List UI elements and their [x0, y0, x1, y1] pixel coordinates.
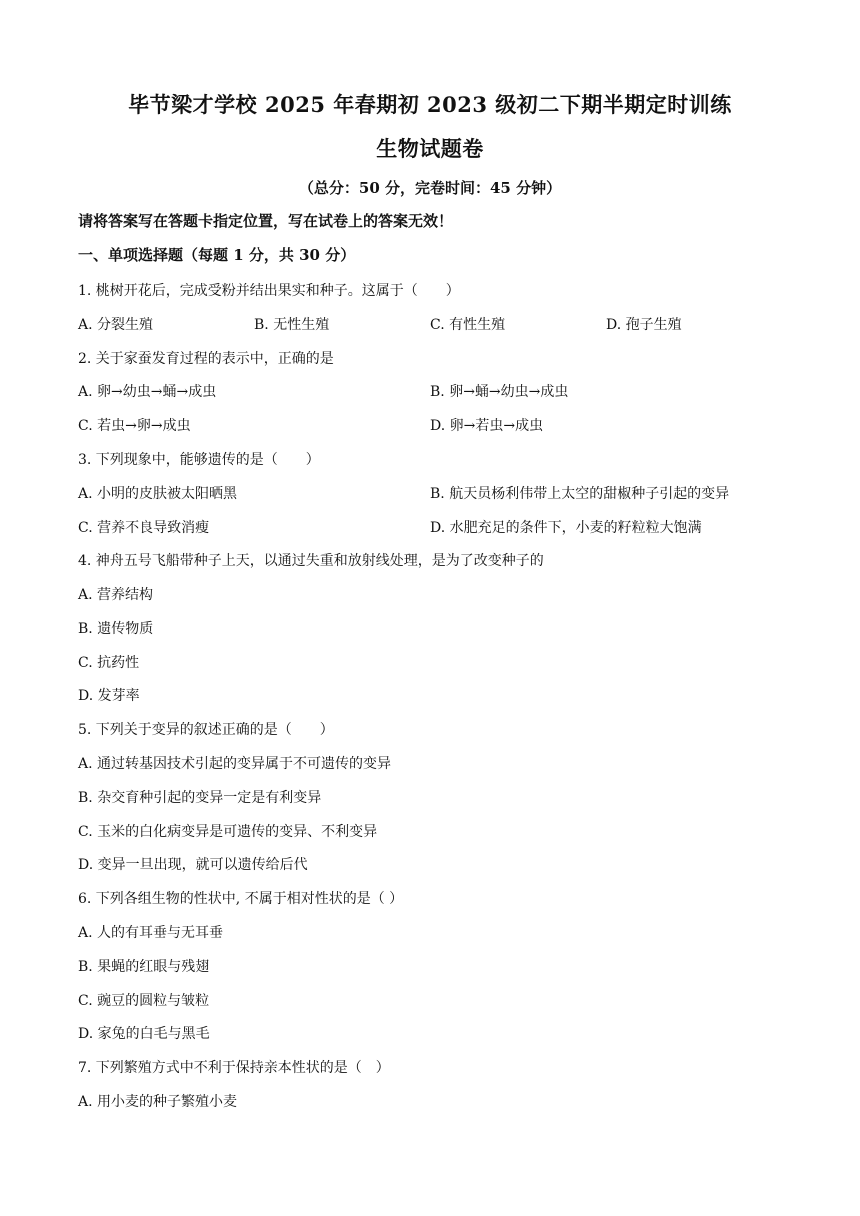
question-7-option-a: A. 用小麦的种子繁殖小麦 — [78, 1094, 238, 1110]
question-1-option-d: D. 孢子生殖 — [606, 317, 682, 333]
question-5-stem: 5. 下列关于变异的叙述正确的是（ ） — [78, 722, 334, 738]
question-2-option-c: C. 若虫→卵→成虫 — [78, 418, 191, 434]
question-2-stem: 2. 关于家蚕发育过程的表示中，正确的是 — [78, 351, 334, 367]
exam-subject-title: 生物试题卷 — [376, 136, 484, 161]
answer-notice: 请将答案写在答题卡指定位置，写在试卷上的答案无效！ — [78, 212, 454, 230]
question-3-option-b: B. 航天员杨利伟带上太空的甜椒种子引起的变异 — [430, 486, 730, 502]
question-3-option-d: D. 水肥充足的条件下，小麦的籽粒粒大饱满 — [430, 520, 702, 536]
question-4-option-c: C. 抗药性 — [78, 655, 140, 671]
question-2-option-b: B. 卵→蛹→幼虫→成虫 — [430, 384, 569, 400]
question-5-option-c: C. 玉米的白化病变异是可遗传的变异、不利变异 — [78, 824, 378, 840]
question-4-option-d: D. 发芽率 — [78, 688, 140, 704]
question-4-stem: 4. 神舟五号飞船带种子上天，以通过失重和放射线处理，是为了改变种子的 — [78, 553, 544, 569]
question-6-option-a: A. 人的有耳垂与无耳垂 — [78, 925, 224, 941]
question-7-stem: 7. 下列繁殖方式中不利于保持亲本性状的是（ ） — [78, 1060, 390, 1076]
question-1-stem: 1. 桃树开花后，完成受粉并结出果实和种子。这属于（ ） — [78, 283, 460, 299]
question-3-stem: 3. 下列现象中，能够遗传的是（ ） — [78, 452, 320, 468]
question-2-option-d: D. 卵→若虫→成虫 — [430, 418, 544, 434]
question-6-option-b: B. 果蝇的红眼与残翅 — [78, 959, 210, 975]
question-6-option-c: C. 豌豆的圆粒与皱粒 — [78, 993, 210, 1009]
section-heading: 一、单项选择题（每题 1 分，共 30 分） — [78, 246, 356, 264]
question-6-option-d: D. 家兔的白毛与黑毛 — [78, 1026, 210, 1042]
question-5-option-a: A. 通过转基因技术引起的变异属于不可遗传的变异 — [78, 756, 392, 772]
question-5-option-b: B. 杂交育种引起的变异一定是有利变异 — [78, 790, 322, 806]
question-6-stem: 6. 下列各组生物的性状中, 不属于相对性状的是（ ） — [78, 891, 404, 907]
question-5-option-d: D. 变异一旦出现，就可以遗传给后代 — [78, 857, 308, 873]
question-4-option-b: B. 遗传物质 — [78, 621, 154, 637]
question-3-option-c: C. 营养不良导致消瘦 — [78, 520, 210, 536]
question-4-option-a: A. 营养结构 — [78, 587, 154, 603]
exam-meta: （总分：50 分，完卷时间：45 分钟） — [298, 179, 562, 197]
question-1-option-a: A. 分裂生殖 — [78, 317, 154, 333]
question-1-option-c: C. 有性生殖 — [430, 317, 506, 333]
question-1-option-b: B. 无性生殖 — [254, 317, 330, 333]
exam-title: 毕节梁才学校 2025 年春期初 2023 级初二下期半期定时训练 — [128, 92, 732, 117]
question-2-option-a: A. 卵→幼虫→蛹→成虫 — [78, 384, 217, 400]
question-3-option-a: A. 小明的皮肤被太阳晒黑 — [78, 486, 238, 502]
